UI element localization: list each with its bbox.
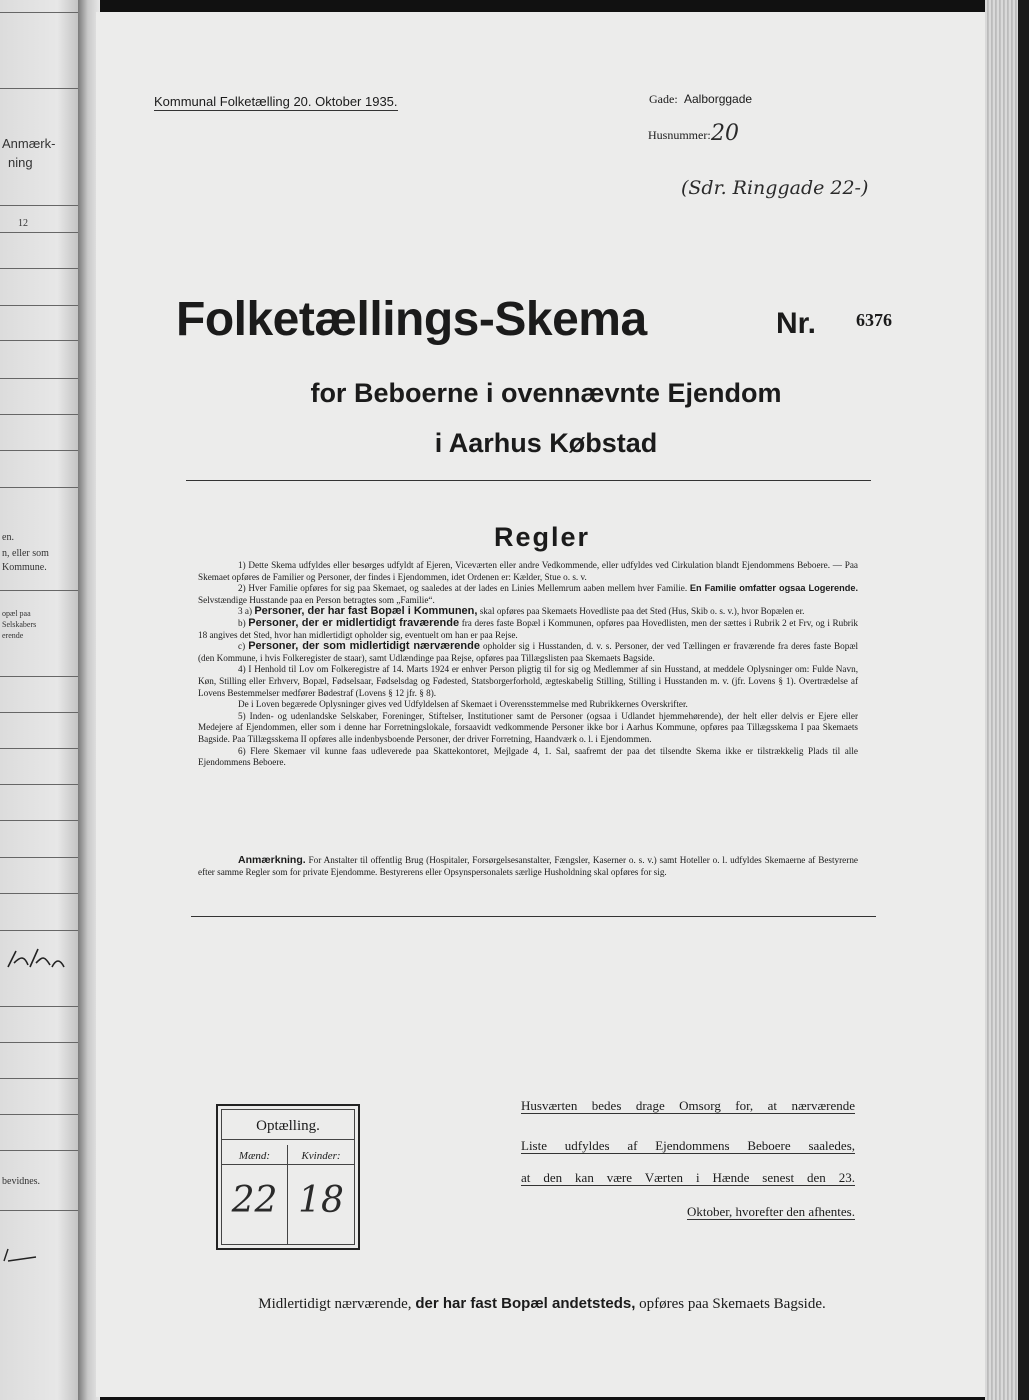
left-page-fragment: 12 <box>18 218 28 229</box>
house-number-value: 20 <box>711 121 739 146</box>
handwritten-mark <box>0 1245 40 1265</box>
left-page-rule <box>0 378 78 379</box>
left-page-rule <box>0 340 78 341</box>
women-count: 18 <box>298 1180 344 1221</box>
rule-2-text: 2) Hver Familie opføres for sig paa Skemaet, og saaledes at der lades en Linies Mellemrum aaben mellem hver Familie. <box>238 583 688 594</box>
landlord-notice-line <box>521 1138 855 1154</box>
left-page-rule <box>0 676 78 677</box>
rule-3a-number: 3 a) <box>238 606 253 617</box>
rule-6: 6) Flere Skemaer vil kunne faas udleverede paa Skattekontoret, Mejlgade 4, 1. Sal, saafremt der paa det tilsendte Skema ikke er tilstrækkelig Plads til alle Ejendommens Beboere. <box>198 745 858 768</box>
rule-3a-text: skal opføres paa Skemaets Hovedliste paa det Sted (Hus, Skib o. s. v.), hvor Bopælen er. <box>479 606 805 617</box>
form-subtitle: for Beboerne i ovennævnte Ejendom <box>310 378 782 408</box>
left-page-rule <box>0 205 78 206</box>
left-page-rule <box>0 1006 78 1007</box>
footer-note <box>96 1295 988 1313</box>
rules-heading: Regler <box>493 522 591 552</box>
rule-5: 5) Inden- og udenlandske Selskaber, Foreninger, Stiftelser, Institutioner samt de Personer (ogsaa i Udlandet hjemmehørende), der helt eller delvis er Ejere eller Medejere af Ejendommen, eller som i denne har Forretningslokale, forsaavidt vedkommende Personer ikke bor i Aarhus Kommune, opføres paa Tillægsskema I paa Skemaets Bagside. Paa Tillægsskema II opføres alle indenbysboende Personer, der driver Forretning, Haandværk o. l. i Ejendommen. <box>198 710 858 744</box>
rule-3b-bold: Personer, der er midlertidigt fraværende <box>248 616 460 629</box>
rule-1: 1) Dette Skema udfyldes eller besørges udfyldt af Ejeren, Viceværten eller andre Vedkommende, eller udfyldes ved Cirkulation blandt Ejendommens Beboere. — Paa Skemaet opføres de Familier og Personer, der findes i Ejendommen, idet Ordenen er: Kælder, Stue o. s. v. <box>198 560 858 582</box>
left-page-rule <box>0 1114 78 1115</box>
left-page-rule <box>0 487 78 488</box>
form-subtitle-city: i Aarhus Købstad <box>434 428 658 458</box>
left-page-fragment: n, eller som <box>2 548 49 559</box>
count-title: Optælling. <box>222 1118 354 1140</box>
remark <box>198 855 858 878</box>
left-page-fragment: ning <box>8 155 33 170</box>
rules-text <box>198 560 858 769</box>
count-divider <box>222 1164 354 1165</box>
form-title: Folketællings-Skema <box>176 293 647 346</box>
rule-3c-bold: Personer, der som midlertidigt nærværende <box>248 640 480 653</box>
remark-text: For Anstalter til offentlig Brug (Hospitaler, Forsørgelsesanstalter, Fængsler, Kaserner o. s. v.) samt Hoteller o. l. udfyldes Skemaerne af Bestyrerne efter samme Regler som for private Ejendomme. Bestyrerens eller Opsynspersonalets særlige Husholdning skal opføres for sig. <box>198 855 858 877</box>
rule-4: 4) I Henhold til Lov om Folkeregistre af 14. Marts 1924 er enhver Person pligtig til for sig og Medlemmer af sin Husstand, at meddele Oplysninger om: Fulde Navn, Køn, Stilling eller Erhverv, Bopæl, Fødselsaar, Fødselsdag og Fødested, Statsborgerforhold, ægteskabelig Stilling, Stilling i Husstanden m. v. (jfr. Lovens § 1). Overtrædelse af Lovens Bestemmelser medfører Bødestraf (Lovens § 12 jfr. § 8). <box>198 664 858 698</box>
rule-2-note: Selvstændige Husstande paa en Person betragtes som „Familie“. <box>198 594 435 605</box>
street-value: Aalborggade <box>684 92 753 106</box>
left-page-fragment: Selskabers <box>2 620 37 629</box>
landlord-notice-line <box>521 1170 855 1186</box>
footer-bold: der har fast Bopæl andetsteds, <box>415 1295 636 1312</box>
census-form-page <box>96 12 988 1397</box>
left-page-fragment: Kommune. <box>2 562 47 573</box>
left-page-rule <box>0 12 78 13</box>
footer-text: opføres paa Skemaets Bagside. <box>639 1296 826 1312</box>
left-page-rule <box>0 784 78 785</box>
rule-2 <box>198 583 858 606</box>
notice-text: Liste udfyldes af Ejendommens Beboere saaledes, <box>521 1138 855 1153</box>
left-page-rule <box>0 232 78 233</box>
men-count: 22 <box>231 1180 278 1221</box>
divider <box>191 916 876 917</box>
left-page-fragment: Anmærk- <box>2 136 56 151</box>
divider <box>186 480 871 481</box>
left-page-rule <box>0 268 78 269</box>
left-page-rule <box>0 1210 78 1211</box>
remark-label: Anmærkning. <box>238 854 306 866</box>
left-page-rule <box>0 88 78 89</box>
left-page-rule <box>0 1078 78 1079</box>
notice-text: Husværten bedes drage Omsorg for, at nærværende <box>521 1098 855 1113</box>
left-page-rule <box>0 748 78 749</box>
women-label: Kvinder: <box>301 1150 341 1162</box>
left-page-fragment: bevidnes. <box>2 1176 41 1187</box>
census-header: Kommunal Folketælling 20. Oktober 1935. <box>154 94 398 109</box>
footer-text: Midlertidigt nærværende, <box>258 1296 412 1312</box>
notice-text: at den kan være Værten i Hænde senest den 23. <box>521 1170 855 1185</box>
landlord-notice-line <box>521 1204 855 1220</box>
house-number-label: Husnummer: <box>648 128 711 142</box>
left-page-rule <box>0 712 78 713</box>
left-facing-page <box>0 0 82 1400</box>
left-page-fragment: opæl paa <box>2 609 31 618</box>
left-page-fragment: erende <box>2 631 24 640</box>
left-page-rule <box>0 893 78 894</box>
rule-3b-text: fra deres faste Bopæl i Kommunen, opføres paa Hovedlisten, men der sættes i Rubrik 2 et Frv, og i Rubrik 18 angives det Sted, hvor han midlertidigt opholder sig, eventuelt om han er paa Rejse. <box>198 617 859 640</box>
men-label: Mænd: <box>238 1150 271 1162</box>
left-page-fragment: en. <box>2 532 14 543</box>
rule-3a-bold: Personer, der har fast Bopæl i Kommunen, <box>254 605 478 618</box>
rule-2-bold: En Familie omfatter ogsaa Logerende. <box>689 583 858 594</box>
notice-text: Oktober, hvorefter den afhentes. <box>686 1204 855 1219</box>
left-page-rule <box>0 820 78 821</box>
count-box <box>216 1104 360 1250</box>
left-page-rule <box>0 305 78 306</box>
left-page-rule <box>0 930 78 931</box>
landlord-notice-line <box>521 1098 855 1114</box>
old-address-note: (Sdr. Ringgade 22-) <box>681 177 869 199</box>
form-number: 6376 <box>856 310 892 330</box>
handwritten-scribble <box>4 945 74 975</box>
rule-4-note: De i Loven begærede Oplysninger gives ved Udfyldelsen af Skemaet i Overensstemmelse med Rubrikkernes Overskrifter. <box>238 699 688 710</box>
count-box-inner <box>221 1109 355 1245</box>
left-page-rule <box>0 414 78 415</box>
left-page-rule <box>0 1150 78 1151</box>
rule-3c-text: opholder sig i Husstanden, d. v. s. Personer, der ved Tællingen er fraværende fra deres faste Bopæl (den Kommune, i hvis Folkeregister de staar), samt Udlændinge paa Rejse, opføres paa Tillægslisten paa Skemaets Bagside. <box>198 641 858 663</box>
left-page-rule <box>0 450 78 451</box>
street-label: Gade: <box>649 92 678 106</box>
rule-3b <box>198 618 858 641</box>
rule-3b-number: b) <box>238 617 246 628</box>
form-number-label: Nr. <box>776 307 817 340</box>
rule-3c-number: c) <box>238 641 246 652</box>
rule-3c <box>198 641 858 664</box>
left-page-rule <box>0 857 78 858</box>
left-page-rule <box>0 590 78 591</box>
book-cover-edge <box>1018 0 1029 1400</box>
left-page-rule <box>0 1042 78 1043</box>
